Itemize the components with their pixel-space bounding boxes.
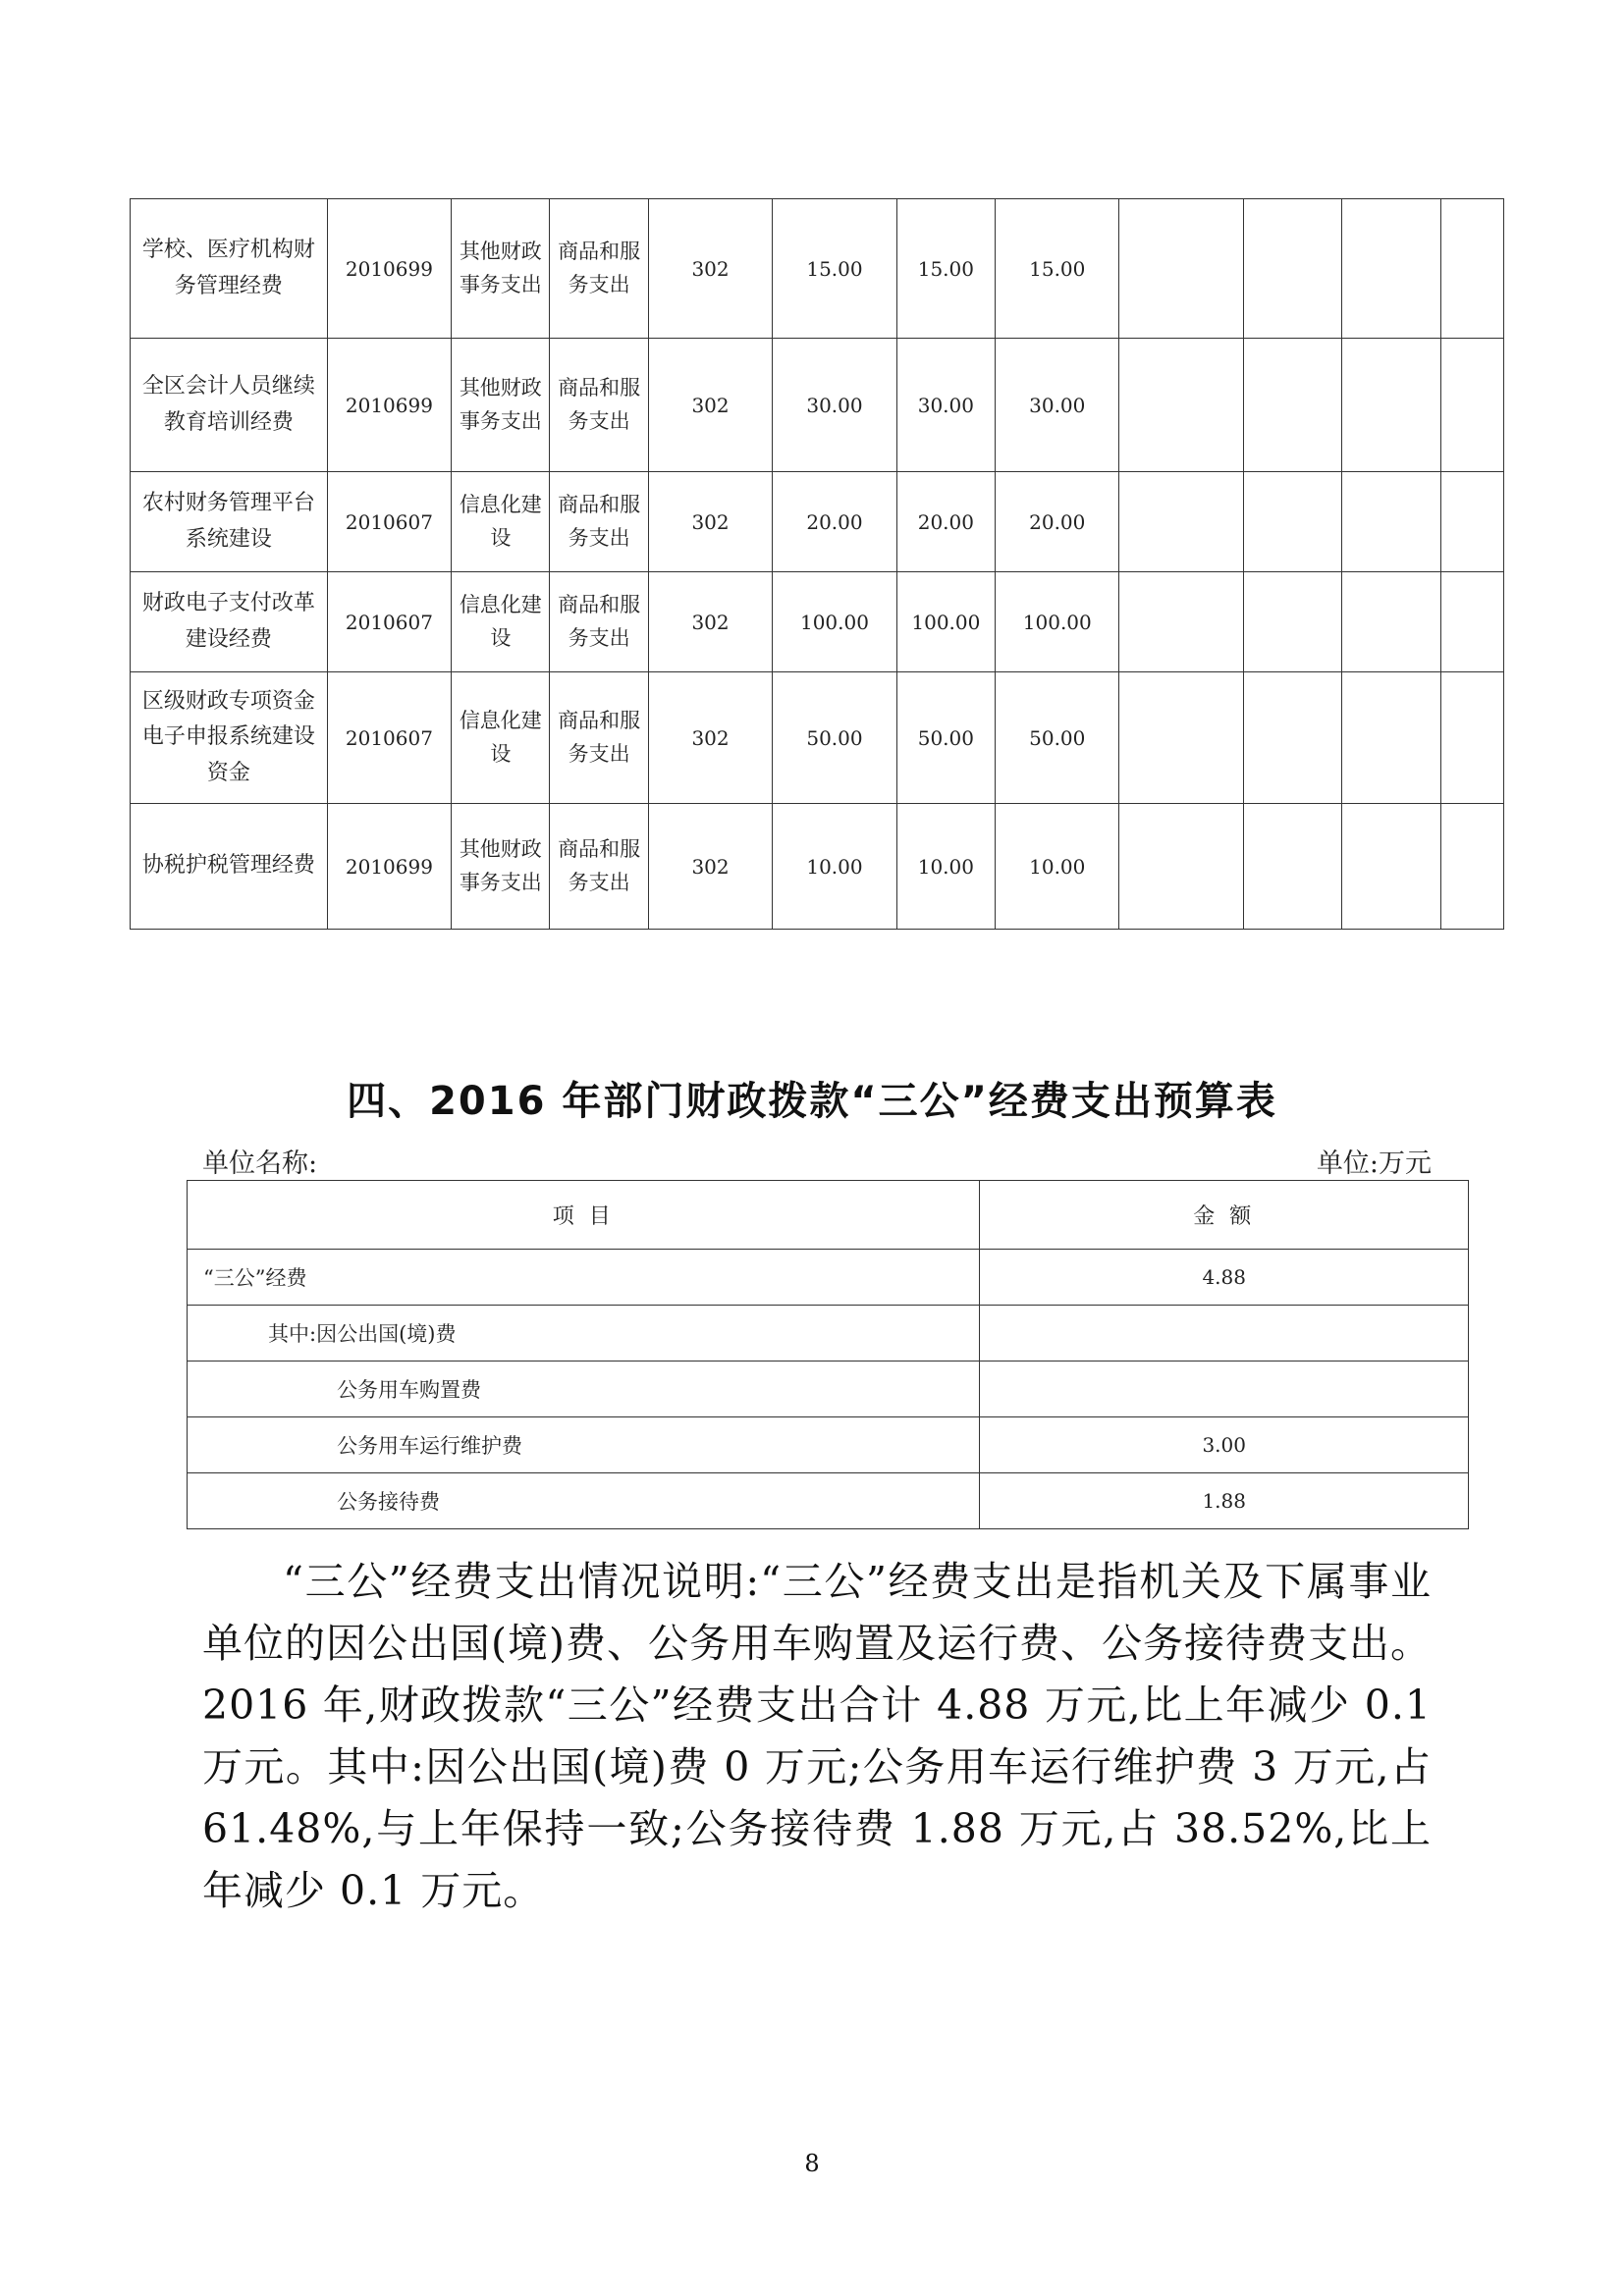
table-row: [188, 1250, 1469, 1306]
function-category: 信息化建设: [452, 472, 550, 572]
econ-type: 商品和服务支出: [550, 472, 648, 572]
item-label: 公务接待费: [188, 1473, 980, 1529]
function-code: 2010699: [327, 804, 451, 930]
header-amount: 金 额: [980, 1181, 1469, 1250]
amount-subtotal: 30.00: [896, 339, 995, 472]
amount-subtotal: 15.00: [896, 199, 995, 339]
unit-name-label: 单位名称:: [202, 1148, 318, 1179]
sangong-budget-table: [187, 1180, 1469, 1529]
empty-cell: [1119, 199, 1243, 339]
empty-cell: [1342, 339, 1440, 472]
header-item: 项 目: [188, 1181, 980, 1250]
empty-cell: [1440, 472, 1503, 572]
empty-cell: [1440, 339, 1503, 472]
amount-total: 20.00: [773, 472, 896, 572]
empty-cell: [1342, 804, 1440, 930]
table-header-row: [188, 1181, 1469, 1250]
item-amount: 3.00: [980, 1417, 1469, 1473]
function-code: 2010607: [327, 572, 451, 672]
econ-code: 302: [648, 472, 772, 572]
amount-total: 15.00: [773, 199, 896, 339]
econ-type: 商品和服务支出: [550, 572, 648, 672]
amount-subtotal: 100.00: [896, 572, 995, 672]
project-name: 财政电子支付改革建设经费: [131, 572, 328, 672]
project-name: 学校、医疗机构财务管理经费: [131, 199, 328, 339]
table-row: [131, 199, 1504, 339]
item-label: 其中:因公出国(境)费: [188, 1306, 980, 1362]
empty-cell: [1440, 572, 1503, 672]
table-row: [131, 804, 1504, 930]
empty-cell: [1119, 804, 1243, 930]
table-row: [131, 339, 1504, 472]
empty-cell: [1243, 472, 1341, 572]
amount-total: 10.00: [773, 804, 896, 930]
econ-type: 商品和服务支出: [550, 339, 648, 472]
item-label: 公务用车运行维护费: [188, 1417, 980, 1473]
item-amount: 1.88: [980, 1473, 1469, 1529]
empty-cell: [1243, 572, 1341, 672]
empty-cell: [1119, 572, 1243, 672]
empty-cell: [1342, 199, 1440, 339]
amount-appropriation: 100.00: [996, 572, 1119, 672]
amount-total: 100.00: [773, 572, 896, 672]
econ-type: 商品和服务支出: [550, 672, 648, 804]
econ-code: 302: [648, 199, 772, 339]
function-category: 其他财政事务支出: [452, 339, 550, 472]
page-number: 8: [804, 2150, 820, 2177]
table-row: [131, 672, 1504, 804]
item-amount: [980, 1362, 1469, 1417]
section-heading: 四、2016 年部门财政拨款“三公”经费支出预算表: [347, 1079, 1277, 1124]
function-code: 2010607: [327, 672, 451, 804]
empty-cell: [1342, 672, 1440, 804]
empty-cell: [1243, 339, 1341, 472]
empty-cell: [1440, 199, 1503, 339]
empty-cell: [1243, 199, 1341, 339]
amount-appropriation: 50.00: [996, 672, 1119, 804]
amount-total: 50.00: [773, 672, 896, 804]
function-category: 信息化建设: [452, 672, 550, 804]
empty-cell: [1119, 339, 1243, 472]
table-row: [131, 472, 1504, 572]
amount-appropriation: 10.00: [996, 804, 1119, 930]
econ-code: 302: [648, 339, 772, 472]
item-label: “三公”经费: [188, 1250, 980, 1306]
amount-appropriation: 30.00: [996, 339, 1119, 472]
item-label: 公务用车购置费: [188, 1362, 980, 1417]
function-category: 信息化建设: [452, 572, 550, 672]
amount-subtotal: 10.00: [896, 804, 995, 930]
function-category: 其他财政事务支出: [452, 804, 550, 930]
project-name: 协税护税管理经费: [131, 804, 328, 930]
empty-cell: [1440, 672, 1503, 804]
amount-subtotal: 20.00: [896, 472, 995, 572]
unit-label: 单位:万元: [1316, 1148, 1432, 1179]
econ-type: 商品和服务支出: [550, 199, 648, 339]
empty-cell: [1243, 804, 1341, 930]
table-row: [188, 1417, 1469, 1473]
item-amount: 4.88: [980, 1250, 1469, 1306]
function-code: 2010699: [327, 199, 451, 339]
project-budget-table: [130, 198, 1504, 930]
empty-cell: [1119, 472, 1243, 572]
project-name: 农村财务管理平台系统建设: [131, 472, 328, 572]
table-row: [188, 1473, 1469, 1529]
amount-appropriation: 15.00: [996, 199, 1119, 339]
project-name: 全区会计人员继续教育培训经费: [131, 339, 328, 472]
econ-type: 商品和服务支出: [550, 804, 648, 930]
amount-total: 30.00: [773, 339, 896, 472]
function-code: 2010699: [327, 339, 451, 472]
explanation-paragraph: “三公”经费支出情况说明:“三公”经费支出是指机关及下属事业单位的因公出国(境)费、公务用车购置及运行费、公务接待费支出。2016 年,财政拨款“三公”经费支出合计 4.88 万元,比上年减少 0.1 万元。其中:因公出国(境)费 0 万元;公务用车运行维护费 3 万元,占 61.48%,与上年保持一致;公务接待费 1.88 万元,占 38.52%,比上年减少 0.1 万元。: [202, 1558, 1432, 1914]
econ-code: 302: [648, 804, 772, 930]
function-code: 2010607: [327, 472, 451, 572]
econ-code: 302: [648, 672, 772, 804]
empty-cell: [1342, 472, 1440, 572]
empty-cell: [1243, 672, 1341, 804]
table-row: [188, 1362, 1469, 1417]
item-amount: [980, 1306, 1469, 1362]
function-category: 其他财政事务支出: [452, 199, 550, 339]
project-name: 区级财政专项资金电子申报系统建设资金: [131, 672, 328, 804]
empty-cell: [1119, 672, 1243, 804]
table-row: [188, 1306, 1469, 1362]
amount-subtotal: 50.00: [896, 672, 995, 804]
empty-cell: [1440, 804, 1503, 930]
amount-appropriation: 20.00: [996, 472, 1119, 572]
empty-cell: [1342, 572, 1440, 672]
econ-code: 302: [648, 572, 772, 672]
table-row: [131, 572, 1504, 672]
